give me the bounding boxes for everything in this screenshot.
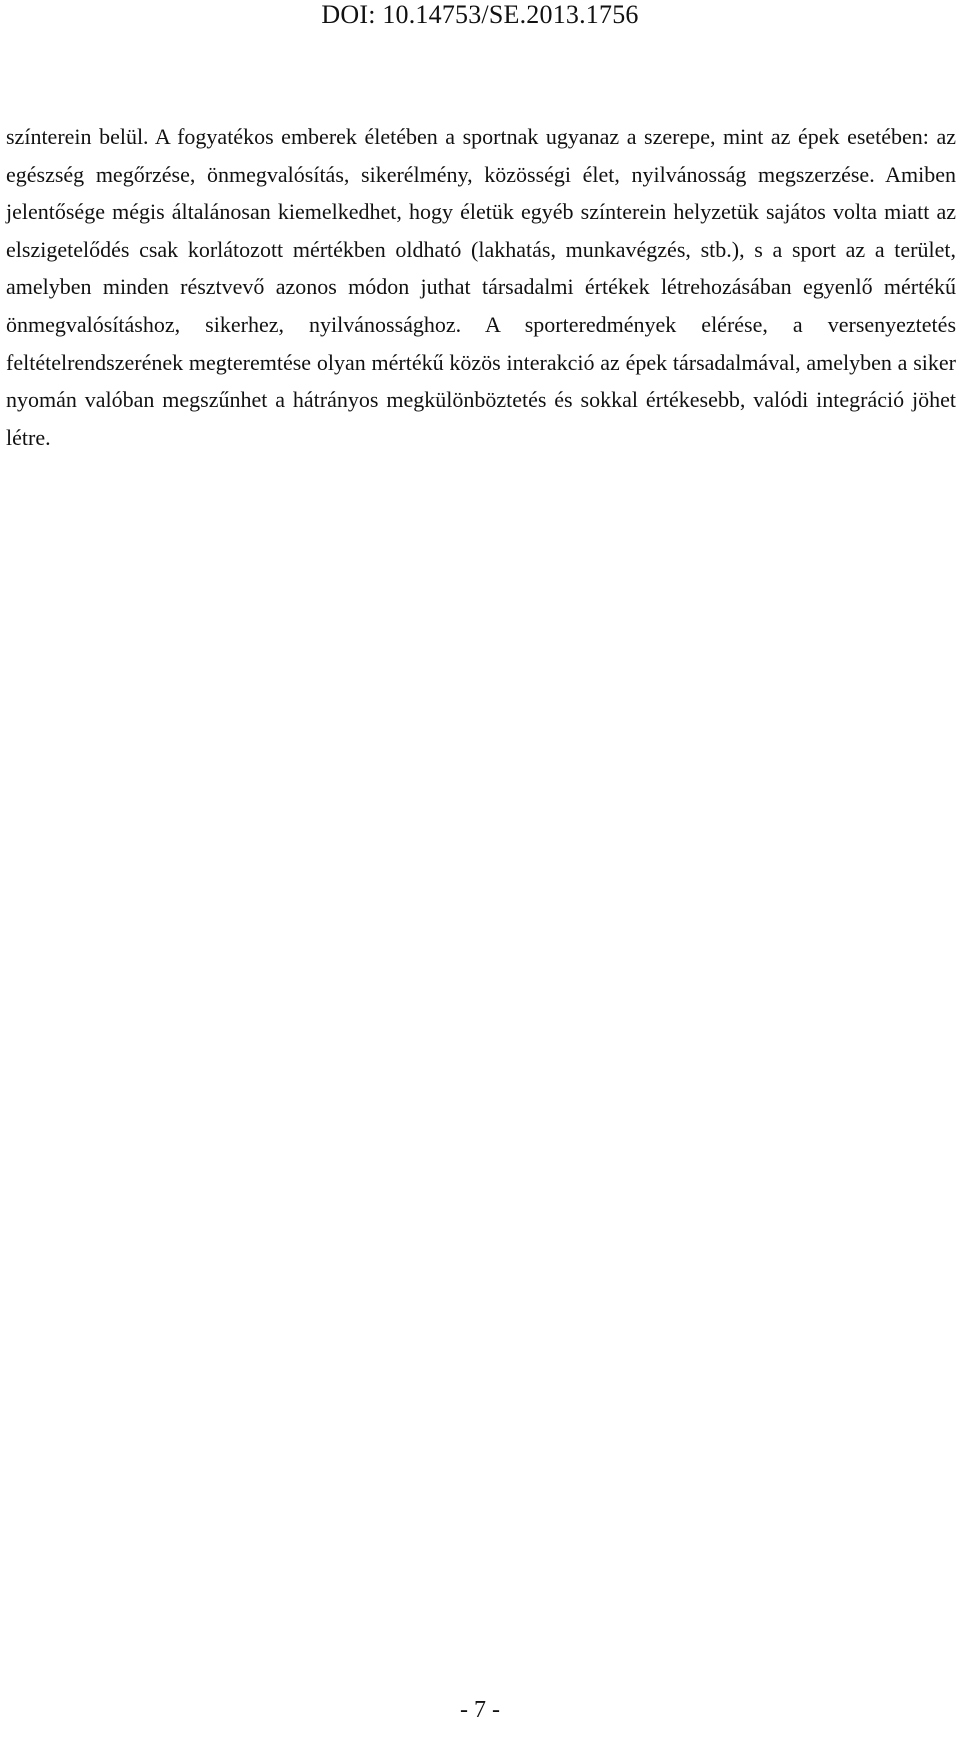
page-number: - 7 - — [460, 1697, 500, 1723]
body-paragraph: színterein belül. A fogyatékos emberek életében a sportnak ugyanaz a szerepe, mint az épek esetében: az egészség megőrzése, önmegvalósítás, sikerélmény, közösségi élet, nyilvánosság megszerzése. Amiben jelentősége mégis általánosan kiemelkedhet, hogy életük egyéb színterein helyzetük sajátos volta miatt az elszigetelődés csak korlátozott mértékben oldható (lakhatás, munkavégzés, stb.), s a sport az a terület, amelyben minden résztvevő azonos módon juthat társadalmi értékek létrehozásában egyenlő mértékű önmegvalósításhoz, sikerhez, nyilvánossághoz. A sporteredmények elérése, a versenyeztetés feltételrendszerének megteremtése olyan mértékű közös interakció az épek társadalmával, amelyben a siker nyomán valóban megszűnhet a hátrányos megkülönböztetés és sokkal értékesebb, valódi integráció jöhet létre. — [6, 124, 956, 450]
doi-header: DOI: 10.14753/SE.2013.1756 — [321, 0, 639, 29]
